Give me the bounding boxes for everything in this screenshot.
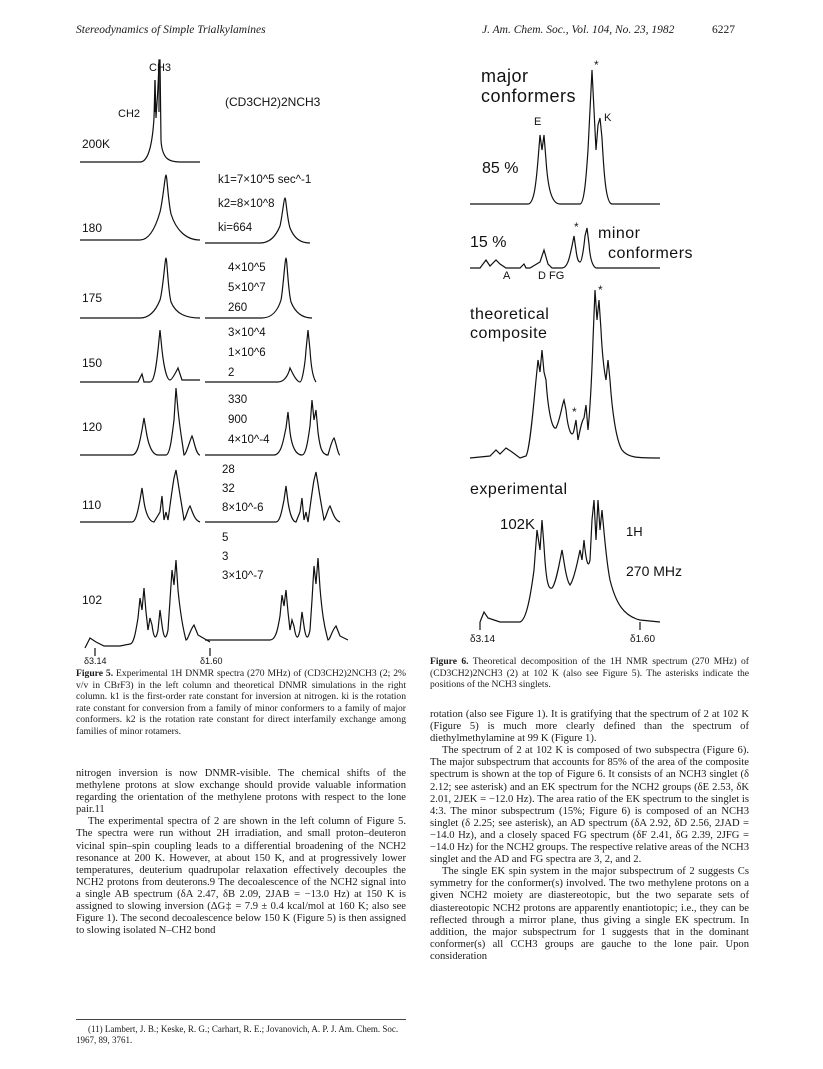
left-paragraph-1: nitrogen inversion is now DNMR-visible. The chemical shifts of the methylene protons at slow exchange should provide valuable information regarding the orientation of the methylene protons with respect to the lone pair.11 xyxy=(76,768,406,816)
temp-label-0: 200K xyxy=(82,137,111,151)
theoretical-label-line-2: composite xyxy=(470,325,548,342)
temperature-label: 102K xyxy=(500,516,536,533)
rate-ki: 260 xyxy=(228,302,248,314)
theoretical-minor-asterisk: * xyxy=(572,405,577,419)
rate-ki: 3×10^-7 xyxy=(222,570,264,582)
right-paragraph-1: rotation (also see Figure 1). It is gratifying that the spectrum of 2 at 102 K (Figure 5) is much more clearly defined than the spectrum of diethylmethylamine at 99 K (Figure 1). xyxy=(430,709,749,745)
page-number: 6227 xyxy=(712,24,735,36)
rate-k2: 3 xyxy=(222,551,229,563)
temp-label-2: 175 xyxy=(82,291,103,305)
rate-k2: 32 xyxy=(222,483,235,495)
minor-nch3-asterisk: * xyxy=(574,220,579,234)
rate-k2: 1×10^6 xyxy=(228,347,266,359)
rate-k2: 5×10^7 xyxy=(228,282,266,294)
pct-minor-label: 15 % xyxy=(470,234,507,251)
rate-k1: 3×10^4 xyxy=(228,327,266,339)
temp-label-6: 102 xyxy=(82,593,103,607)
rate-k1: 5 xyxy=(222,532,229,544)
figure-6-caption-text: Theoretical decomposition of the 1H NMR spectrum (270 MHz) of (CD3CH2)2NCH3 (2) at 102 K (also see Figure 5). The asterisks indicate the positions of the NCH3 singlets. xyxy=(430,656,749,691)
peak-a-label: A xyxy=(503,270,511,282)
rate-k2: 900 xyxy=(228,414,248,426)
frequency-label: 270 MHz xyxy=(626,563,683,579)
rate-ki: ki=664 xyxy=(218,222,253,234)
footnote-11: (11) Lambert, J. B.; Keske, R. G.; Carhart, R. E.; Jovanovich, A. P. J. Am. Chem. Soc. 1967, 89, 3761. xyxy=(76,1024,399,1045)
minor-label-line-1: minor xyxy=(598,225,641,242)
theoretical-composite-label xyxy=(470,305,549,343)
minor-conformers-label xyxy=(594,224,693,264)
rate-ki: 2 xyxy=(228,367,235,379)
fig5-axis-left: δ3.14 xyxy=(84,656,107,666)
major-conformers-label xyxy=(481,66,576,106)
temp-label-3: 150 xyxy=(82,356,103,370)
figure-5-caption-label: Figure 5. xyxy=(76,668,114,679)
right-paragraph-3: The single EK spin system in the major subspectrum of 2 suggests Cs symmetry for the conformer(s) involved. The two methylene protons on a given NCH2 moiety are diastereotopic, but the two separate sets of diastereotopic NCH2 protons are apparently enantiotopic; i.e., they can be reflected through a mirror plane, thus giving a single EK spectrum. In addition, the major subspectrum for 1 suggests that in the dominant conformer(s) all CCH3 groups are gauche to the lone pair. Upon consideration xyxy=(430,866,749,962)
theoretical-major-asterisk: * xyxy=(598,283,603,297)
rate-k1: 28 xyxy=(222,464,235,476)
peak-k-label: K xyxy=(604,112,612,124)
right-column-body xyxy=(430,709,749,963)
rate-ki: 8×10^-6 xyxy=(222,502,264,514)
rate-k2: k2=8×10^8 xyxy=(218,198,275,210)
pct-major-label: 85 % xyxy=(482,160,519,177)
minor-label-line-2: conformers xyxy=(608,245,694,262)
nucleus-label: 1H xyxy=(626,524,643,539)
theoretical-label-line-1: theoretical xyxy=(470,306,550,323)
running-head-journal: J. Am. Chem. Soc., Vol. 104, No. 23, 1982 xyxy=(482,24,675,36)
footnote-rule xyxy=(76,1019,406,1020)
fig6-axis-left: δ3.14 xyxy=(470,634,496,645)
experimental-label: experimental xyxy=(470,481,568,498)
temp-label-4: 120 xyxy=(82,420,103,434)
ch3-peak-label: CH3 xyxy=(149,62,172,74)
figure-6-caption-label: Figure 6. xyxy=(430,656,469,667)
major-nch3-asterisk: * xyxy=(594,58,599,72)
rate-k1: 330 xyxy=(228,394,248,406)
running-head-title: Stereodynamics of Simple Trialkylamines xyxy=(76,24,266,36)
right-paragraph-2: The spectrum of 2 at 102 K is composed of two subspectra (Figure 6). The major subspectrum that accounts for 85% of the area of the composite spectrum is shown at the top of Figure 6. It consists of an NCH3 singlet (δ 2.12; see asterisk) and an EK spectrum for the NCH2 groups (δE 2.53, δK 2.01, 2JEK = −12.0 Hz). The area ratio of the EK spectrum to the singlet is 4:3. The minor subspectrum (15%; Figure 6) is composed of an NCH3 singlet (δ 2.25; see asterisk), an AD spectrum (δA 2.92, δD 2.56, 2JAD = −14.0 Hz), and a closely spaced FG spectrum (δF 2.41, δG 2.39, 2JFG = −14.0 Hz) for the NCH2 groups. The respective relative areas of the NCH3 singlet and the AD and FG spectra are 3, 2, and 2. xyxy=(430,745,749,866)
left-column-body xyxy=(76,768,406,937)
fig6-axis-right: δ1.60 xyxy=(630,634,656,645)
figure-5-caption-text: Experimental 1H DNMR spectra (270 MHz) of (CD3CH2)2NCH3 (2; 2% v/v in CBrF3) in the left column and theoretical DNMR simulations in the right column. k1 is the first-order rate constant for inversion at nitrogen. ki is the rotation rate constant for conversion from a family of minor conformers to a family of major conformers. k2 is the rotation rate constant for direct interfamily exchange among families of minor rotamers. xyxy=(76,668,406,737)
left-paragraph-2: The experimental spectra of 2 are shown in the left column of Figure 5. The spectra were run without 2H irradiation, and small proton–deuteron vicinal spin–spin coupling leads to a differential broadening of the NCH2 resonance at 200 K. However, at about 150 K, and at progressively lower temperatures, deuterium quadrupolar relaxation effectively decouples the NCH2 protons from deuterons.9 The decoalescence of the NCH2 signal into a single AB spectrum (δA 2.47, δB 2.09, 2JAB = −13.0 Hz) at 150 K is assigned to slowing inversion (ΔG‡ = 7.9 ± 0.4 kcal/mol at 160 K; also see Figure 1). The second decoalescence below 150 K (Figure 5) is then assigned to slowing isolated N–CH2 bond xyxy=(76,816,406,937)
ch2-peak-label: CH2 xyxy=(118,108,141,120)
temp-label-1: 180 xyxy=(82,221,103,235)
rate-k1: 4×10^5 xyxy=(228,262,266,274)
fig5-axis-right: δ1.60 xyxy=(200,656,223,666)
peak-dfg-label: D FG xyxy=(538,270,565,282)
major-label-line-2: conformers xyxy=(481,86,577,106)
rate-k1: k1=7×10^5 sec^-1 xyxy=(218,174,312,186)
rate-ki: 4×10^-4 xyxy=(228,434,270,446)
temp-label-5: 110 xyxy=(82,498,102,512)
compound-formula: (CD3CH2)2NCH3 xyxy=(225,95,321,109)
major-label-line-1: major xyxy=(481,66,529,86)
figure-6-caption xyxy=(430,656,749,691)
peak-e-label: E xyxy=(534,116,542,128)
